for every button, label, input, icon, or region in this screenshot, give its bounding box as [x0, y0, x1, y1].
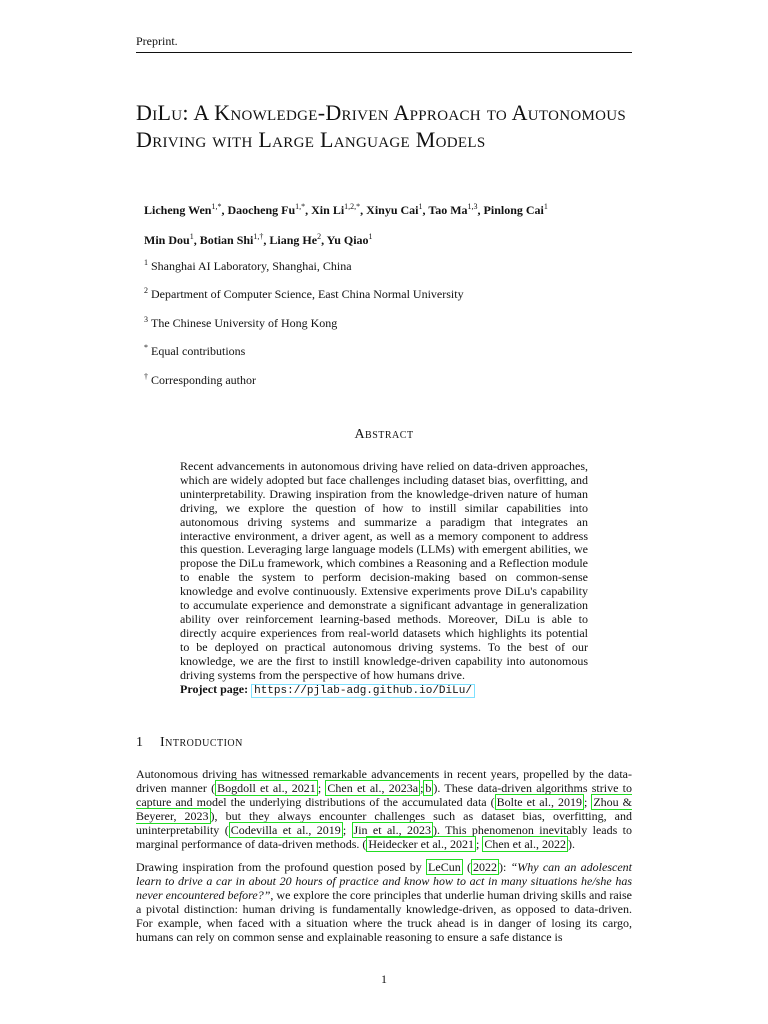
author-name: Licheng Wen [144, 203, 212, 217]
author-affiliation-mark: 1,* [295, 202, 306, 211]
citation-link[interactable]: Codevilla et al., 2019 [230, 822, 341, 837]
running-header [136, 34, 632, 53]
paper-title: DiLu: A Knowledge-Driven Approach to Autonomous Driving with Large Language Models [136, 100, 627, 152]
project-line [180, 683, 588, 699]
citation-link[interactable]: b [425, 780, 432, 795]
author-name: Xinyu Cai [366, 203, 419, 217]
affiliation-text: Equal contributions [151, 344, 246, 358]
affiliation-mark: † [144, 372, 148, 381]
author-affiliation-mark: 1 [368, 232, 373, 241]
quoted-question: “Why can an adolescent learn to drive a car in about 20 hours of practice and know how to act in many situations he/she has never encountered before?” [136, 860, 632, 902]
page-number: 1 [381, 972, 387, 986]
affiliation-mark: 3 [144, 315, 148, 324]
citation-link[interactable]: Zhou & Beyerer, 2023 [136, 794, 632, 823]
project-page-label: Project page: [180, 681, 249, 696]
affiliation-text: Corresponding author [151, 373, 256, 387]
affiliation-mark: 2 [144, 286, 148, 295]
author-line-2: Min Dou$^1$, Botian Shi$^{1,\dagger}$, Liang He$^2$, Yu Qiao$^1$ [144, 232, 373, 247]
author-affiliation-mark: 1 [418, 202, 423, 211]
intro-paragraph-2 [136, 861, 632, 944]
abstract-heading: Abstract [354, 427, 414, 442]
affiliation-text: Shanghai AI Laboratory, Shanghai, China [151, 259, 352, 273]
abstract-body [180, 460, 588, 698]
affiliation-item [144, 372, 256, 388]
affiliation-item [144, 315, 337, 331]
intro-paragraph-1 [136, 768, 632, 851]
author-name: Pinlong Cai [483, 203, 544, 217]
author-name: Tao Ma [428, 203, 468, 217]
author-affiliation-mark: 1 [189, 232, 194, 241]
citation-link[interactable]: Jin et al., 2023 [353, 822, 431, 837]
affiliation-text: The Chinese University of Hong Kong [151, 316, 338, 330]
author-affiliation-mark: 1,3 [467, 202, 478, 211]
author-name: Yu Qiao [326, 233, 369, 247]
author-affiliation-mark: 1,2,* [344, 202, 361, 211]
citation-link[interactable]: 2022 [472, 860, 497, 874]
section-heading-introduction [136, 735, 243, 751]
paragraph-text: Drawing inspiration from the profound question posed by LeCun ( 2022 ): “Why can an adolescent learn to drive a car in about 20 hours of practice and know how to act in many situations he/she has never encountered before?”, we explore the core principles that underlie human driving skills and raise a pivotal distinction: human driving is fundamentally knowledge-driven, as opposed to data-driven. For example, when faced with a situation where the truck ahead is in danger of losing its cargo, humans can rely on common sense and explainable reasoning to ensure a safe distance is [136, 860, 632, 944]
section-number: 1 [136, 735, 144, 750]
affiliation-item [144, 286, 464, 302]
citation-link[interactable]: Heidecker et al., 2021 [368, 836, 474, 851]
author-name: Xin Li [311, 203, 345, 217]
affiliation-mark: * [144, 343, 148, 352]
author-affiliation-mark: 1,* [211, 202, 222, 211]
affiliation-text: Department of Computer Science, East China Normal University [151, 287, 464, 301]
citation-link[interactable]: Bogdoll et al., 2021 [217, 780, 316, 795]
author-name: Daocheng Fu [227, 203, 296, 217]
paragraph-text: Autonomous driving has witnessed remarkable advancements in recent years, propelled by the data-driven manner ( Bogdoll et al., 2021 ; Chen et al., 2023a ; b ). These data-driven algorithms strive to capture and model the underlying distributions of the accumulated data ( Bolte et al., 2019 ; Zhou & Beyerer, 2023 ), but they always encounter challenges such as dataset bias, overfitting, and uninterpretability ( Codevilla et al., 2019 ; Jin et al., 2023 ). This phenomenon inevitably leads to marginal performance of data-driven methods. ( Heidecker et al., 2021 ; Chen et al., 2022 ). [136, 767, 632, 851]
author-name: Botian Shi [199, 233, 254, 247]
affiliation-mark: 1 [144, 258, 148, 267]
preprint-label: Preprint. [136, 34, 178, 48]
citation-link[interactable]: Chen et al., 2023a [327, 780, 419, 795]
project-page-link[interactable]: https://pjlab-adg.github.io/DiLu/ [251, 684, 475, 698]
author-affiliation-mark: 1 [543, 202, 548, 211]
affiliation-item [144, 343, 245, 359]
affiliation-item [144, 258, 352, 274]
author-affiliation-mark: 2 [317, 232, 322, 241]
section-title: Introduction [160, 735, 243, 750]
author-line-1: Licheng Wen$^{1,*}$, Daocheng $Fu^{1,*}$, Xin $Li^{1,2,*}$, Xinyu Cai$^1$, Tao Ma$^{1,3}$, Pinlong Cai$^1$ [144, 202, 548, 217]
author-name: Min Dou [144, 233, 190, 247]
citation-link[interactable]: Bolte et al., 2019 [496, 794, 582, 809]
citation-link[interactable]: Chen et al., 2022 [484, 836, 566, 851]
abstract-text: Recent advancements in autonomous driving have relied on data-driven approaches, which are widely adopted but face challenges including dataset bias, overfitting, and uninterpretability. Drawing inspiration from the knowledge-driven nature of human driving, we explore the question of how to instill similar capabilities into autonomous driving systems and summarize a paradigm that integrates an interactive environment, a driver agent, as well as a memory component to address this question. Leveraging large language models (LLMs) with emergent abilities, we propose the DiLu framework, which combines a Reasoning and a Reflection module to enable the system to perform decision-making based on common-sense knowledge and evolve continuously. Extensive experiments prove DiLu's capability to accumulate experience and demonstrate a significant advantage in generalization ability over reinforcement learning-based methods. Moreover, DiLu is able to directly acquire experiences from real-world datasets which highlights its potential to be deployed on practical autonomous driving systems. To the best of our knowledge, we are the first to instill knowledge-driven capability into autonomous driving systems from the perspective of how humans drive. [180, 459, 588, 682]
author-name: Liang He [269, 233, 318, 247]
author-affiliation-mark: 1,† [253, 232, 264, 241]
citation-link[interactable]: LeCun [428, 860, 461, 874]
